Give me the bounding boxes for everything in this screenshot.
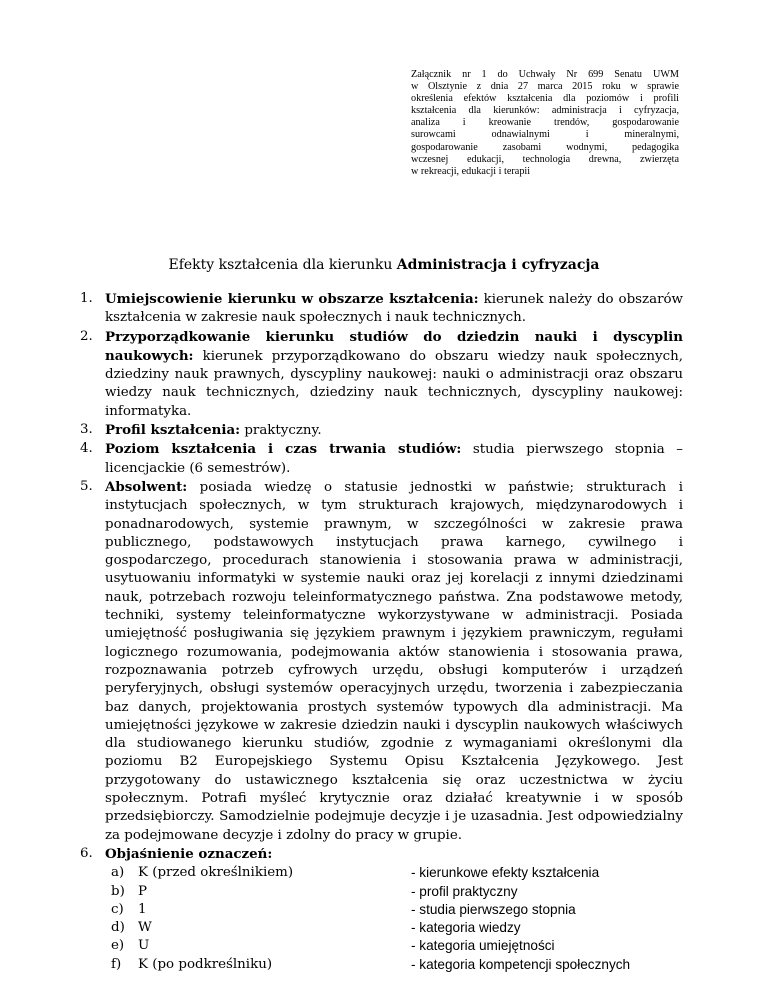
- item-text: kierunek należy do obszarów kształcenia w zakresie nauk społecznych i nauk technicznych.: [105, 292, 684, 326]
- item-number: 2.: [80, 328, 93, 344]
- legend-description: - kierunkowe efekty kształcenia: [411, 865, 600, 881]
- item-heading: Poziom kształcenia i czas trwania studiów:: [105, 441, 462, 458]
- item-heading: Profil kształcenia:: [105, 422, 241, 439]
- legend-letter: f): [111, 956, 122, 972]
- annex-line: analiza i kreowanie trendów, gospodarowanie: [411, 117, 679, 129]
- legend-list: [105, 864, 683, 974]
- legend-row: [105, 883, 683, 901]
- item-text: posiada wiedzę o statusie jednostki w państwie; strukturach i instytucjach społecznych, w tym strukturach krajowych, międzynarodowych i ponadnarodowych, systemie prawnym, w szczególności w zakresie prawa publicznego, podstawowych instytucjach prawa karnego, cywilnego i gospodarczego, procedurach stanowienia i stosowania prawa w administracji, usytuowaniu informatyki w systemie nauki oraz jej korelacji z innymi dziedzinami nauk, potrzebach rozwoju teleinformatycznego państwa. Zna podstawowe metody, techniki, systemy teleinformatyczne wykorzystywane w administracji. Posiada umiejętność posługiwania się językiem prawnym i językiem prawniczym, regułami logicznego rozumowania, podejmowania aktów stanowienia i stosowania prawa, rozpoznawania potrzeb cyfrowych urzędu, obsługi komputerów i urządzeń peryferyjnych, obsługi systemów operacyjnych urzędu, tworzenia i zabezpieczania baz danych, projektowania prostych systemów typowych dla administracji. Ma umiejętności językowe w zakresie dziedzin nauki i dyscyplin naukowych właściwych dla studiowanego kierunku studiów, zgodnie z wymaganiami określonymi dla poziomu B2 Europejskiego Systemu Opisu Kształcenia Językowego. Jest przygotowany do ustawicznego kształcenia się oraz uczestnictwa w życiu społecznym. Potrafi myśleć krytycznie oraz działać kreatywnie i w sposób przedsiębiorczy. Samodzielnie podejmuje decyzje i je uzasadnia. Jest odpowiedzialny za podejmowane decyzje i zdolny do pracy w grupie.: [105, 479, 683, 843]
- title-prefix: Efekty kształcenia dla kierunku: [168, 257, 397, 273]
- item-heading: Absolwent:: [105, 478, 188, 495]
- annex-line: wczesnej edukacji, technologia drewna, zwierzęta: [411, 153, 679, 165]
- item-text: praktyczny.: [240, 423, 322, 439]
- annex-line: surowcami odnawialnymi i mineralnymi,: [411, 129, 679, 141]
- legend-description: - kategoria kompetencji społecznych: [411, 956, 631, 972]
- item-number: 3.: [80, 422, 93, 438]
- item-number: 6.: [80, 845, 93, 861]
- legend-letter: b): [111, 883, 125, 899]
- legend-code: K (przed określnikiem): [138, 865, 294, 881]
- list-item: [80, 440, 683, 478]
- annex-line: kształcenia dla kierunków: administracja i cyfryzacja,: [411, 105, 679, 117]
- item-number: 1.: [80, 291, 93, 306]
- legend-description: - profil praktyczny: [411, 883, 518, 899]
- annex-line: w Olsztynie z dnia 27 marca 2015 roku w sprawie: [411, 81, 679, 93]
- legend-code: 1: [138, 901, 147, 917]
- item-heading: Przyporządkowanie kierunku studiów do dziedzin nauki i dyscyplin naukowych:: [105, 328, 683, 364]
- legend-row: [105, 919, 683, 937]
- item-text: kierunek przyporządkowano do obszaru wiedzy nauk społecznych, dziedziny nauk prawnych, dyscypliny naukowej: nauki o administracji oraz obszaru wiedzy nauk technicznych, dziedziny nauk technicznych, dyscypliny naukowej: informatyka.: [105, 348, 683, 419]
- legend-letter: e): [111, 938, 125, 954]
- legend-row: [105, 956, 683, 974]
- annex-note: [411, 69, 679, 178]
- annex-line: określenia efektów kształcenia dla poziomów i profili: [411, 93, 679, 105]
- legend-code: U: [138, 938, 150, 954]
- legend-letter: c): [111, 901, 124, 917]
- item-number: 5.: [80, 478, 93, 494]
- legend-code: P: [138, 883, 148, 899]
- legend-description: - studia pierwszego stopnia: [411, 901, 576, 917]
- item-number: 4.: [80, 441, 93, 457]
- annex-line: w rekreacji, edukacji i terapii: [411, 165, 531, 177]
- list-item: [80, 328, 683, 421]
- page-title: [0, 257, 768, 274]
- legend-code: W: [138, 920, 152, 936]
- item-heading: Objaśnienie oznaczeń:: [105, 845, 273, 862]
- list-item: [80, 421, 683, 440]
- annex-line: gospodarowanie zasobami wodnymi, pedagogika: [411, 141, 679, 153]
- list-item: [80, 845, 683, 974]
- legend-description: - kategoria wiedzy: [411, 920, 521, 936]
- legend-letter: d): [111, 920, 125, 936]
- list-item: [80, 290, 683, 328]
- legend-row: [105, 937, 683, 955]
- item-heading: Umiejscowienie kierunku w obszarze kształcenia:: [105, 291, 479, 307]
- item-text: studia pierwszego stopnia – licencjackie (6 semestrów).: [105, 442, 683, 476]
- title-program-name: Administracja i cyfryzacja: [396, 257, 600, 273]
- list-item: [80, 478, 683, 845]
- legend-letter: a): [111, 865, 125, 881]
- annex-line: Załącznik nr 1 do Uchwały Nr 699 Senatu UWM: [411, 69, 679, 80]
- legend-row: [105, 901, 683, 919]
- numbered-list: [80, 290, 683, 974]
- legend-row: [105, 864, 683, 882]
- legend-code: K (po podkreślniku): [138, 956, 273, 972]
- legend-description: - kategoria umiejętności: [411, 938, 555, 954]
